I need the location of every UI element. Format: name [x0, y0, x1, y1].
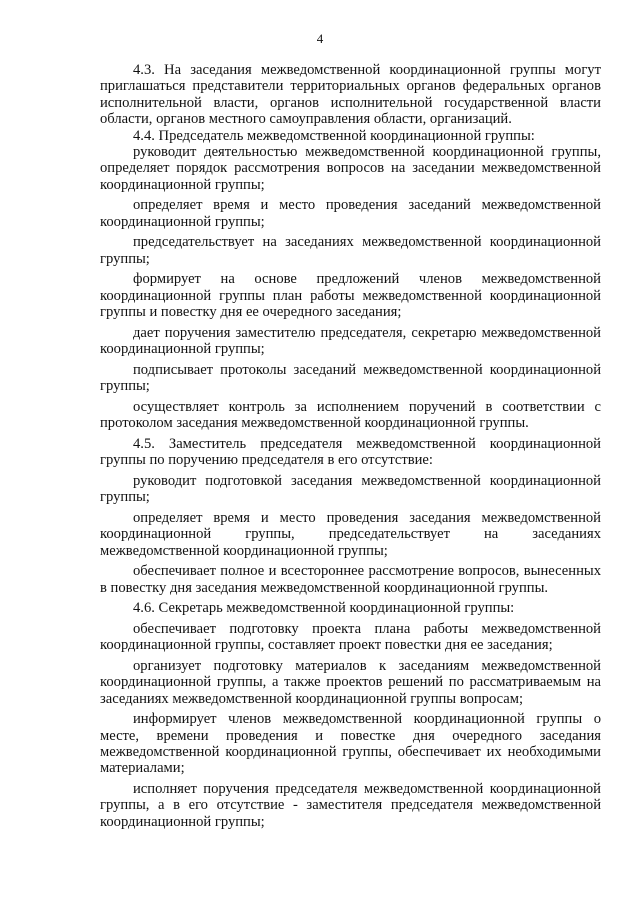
page-number: 4 — [316, 31, 324, 46]
list-item: руководит деятельностью межведомственной координационной группы, определяет порядок рассмотрения вопросов на заседании межведомственной координационной группы; — [100, 144, 601, 193]
document-body — [100, 62, 601, 834]
list-item: определяет время и место проведения заседаний межведомственной координационной группы; — [100, 197, 601, 230]
list-item: обеспечивает полное и всестороннее рассмотрение вопросов, вынесенных в повестку дня заседания межведомственной координационной группы. — [100, 563, 601, 596]
paragraph-4-5: 4.5. Заместитель председателя межведомственной координационной группы по поручению председателя в его отсутствие: — [100, 435, 601, 469]
list-item: информирует членов межведомственной координационной группы о месте, времени проведения и повестке дня очередного заседания межведомственной координационной группы, обеспечивает их необходимыми материалами; — [100, 711, 601, 777]
paragraph-4-3: 4.3. На заседания межведомственной координационной группы могут приглашаться представители территориальных органов федеральных органов исполнительной власти, органов исполнительной государственной власти области, органов местного самоуправления области, организаций. — [100, 62, 601, 128]
list-item: обеспечивает подготовку проекта плана работы межведомственной координационной группы, составляет проект повестки дня ее заседания; — [100, 620, 601, 654]
list-item: осуществляет контроль за исполнением поручений в соответствии с протоколом заседания межведомственной координационной группы. — [100, 398, 601, 432]
list-item: дает поручения заместителю председателя, секретарю межведомственной координационной группы; — [100, 324, 601, 358]
paragraph-4-6-heading: 4.6. Секретарь межведомственной координационной группы: — [133, 600, 515, 617]
paragraph-4-4-heading: 4.4. Председатель межведомственной координационной группы: — [133, 127, 535, 144]
list-item: определяет время и место проведения заседания межведомственной координационной группы, председательствует на заседаниях межведомственной координационной группы; — [100, 509, 601, 559]
list-item: организует подготовку материалов к заседаниям межведомственной координационной группы, а также проектов решений по рассматриваемым на заседаниях межведомственной координационной группы вопросам; — [100, 657, 601, 707]
list-item: формирует на основе предложений членов межведомственной координационной группы план работы межведомственной координационной группы и повестку дня ее очередного заседания; — [100, 271, 601, 321]
list-item: председательствует на заседаниях межведомственной координационной группы; — [100, 234, 601, 267]
list-item: подписывает протоколы заседаний межведомственной координационной группы; — [100, 361, 601, 395]
list-item: исполняет поручения председателя межведомственной координационной группы, а в его отсутствие - заместителя председателя межведомственной координационной группы; — [100, 781, 601, 830]
list-item: руководит подготовкой заседания межведомственной координационной группы; — [100, 472, 601, 506]
